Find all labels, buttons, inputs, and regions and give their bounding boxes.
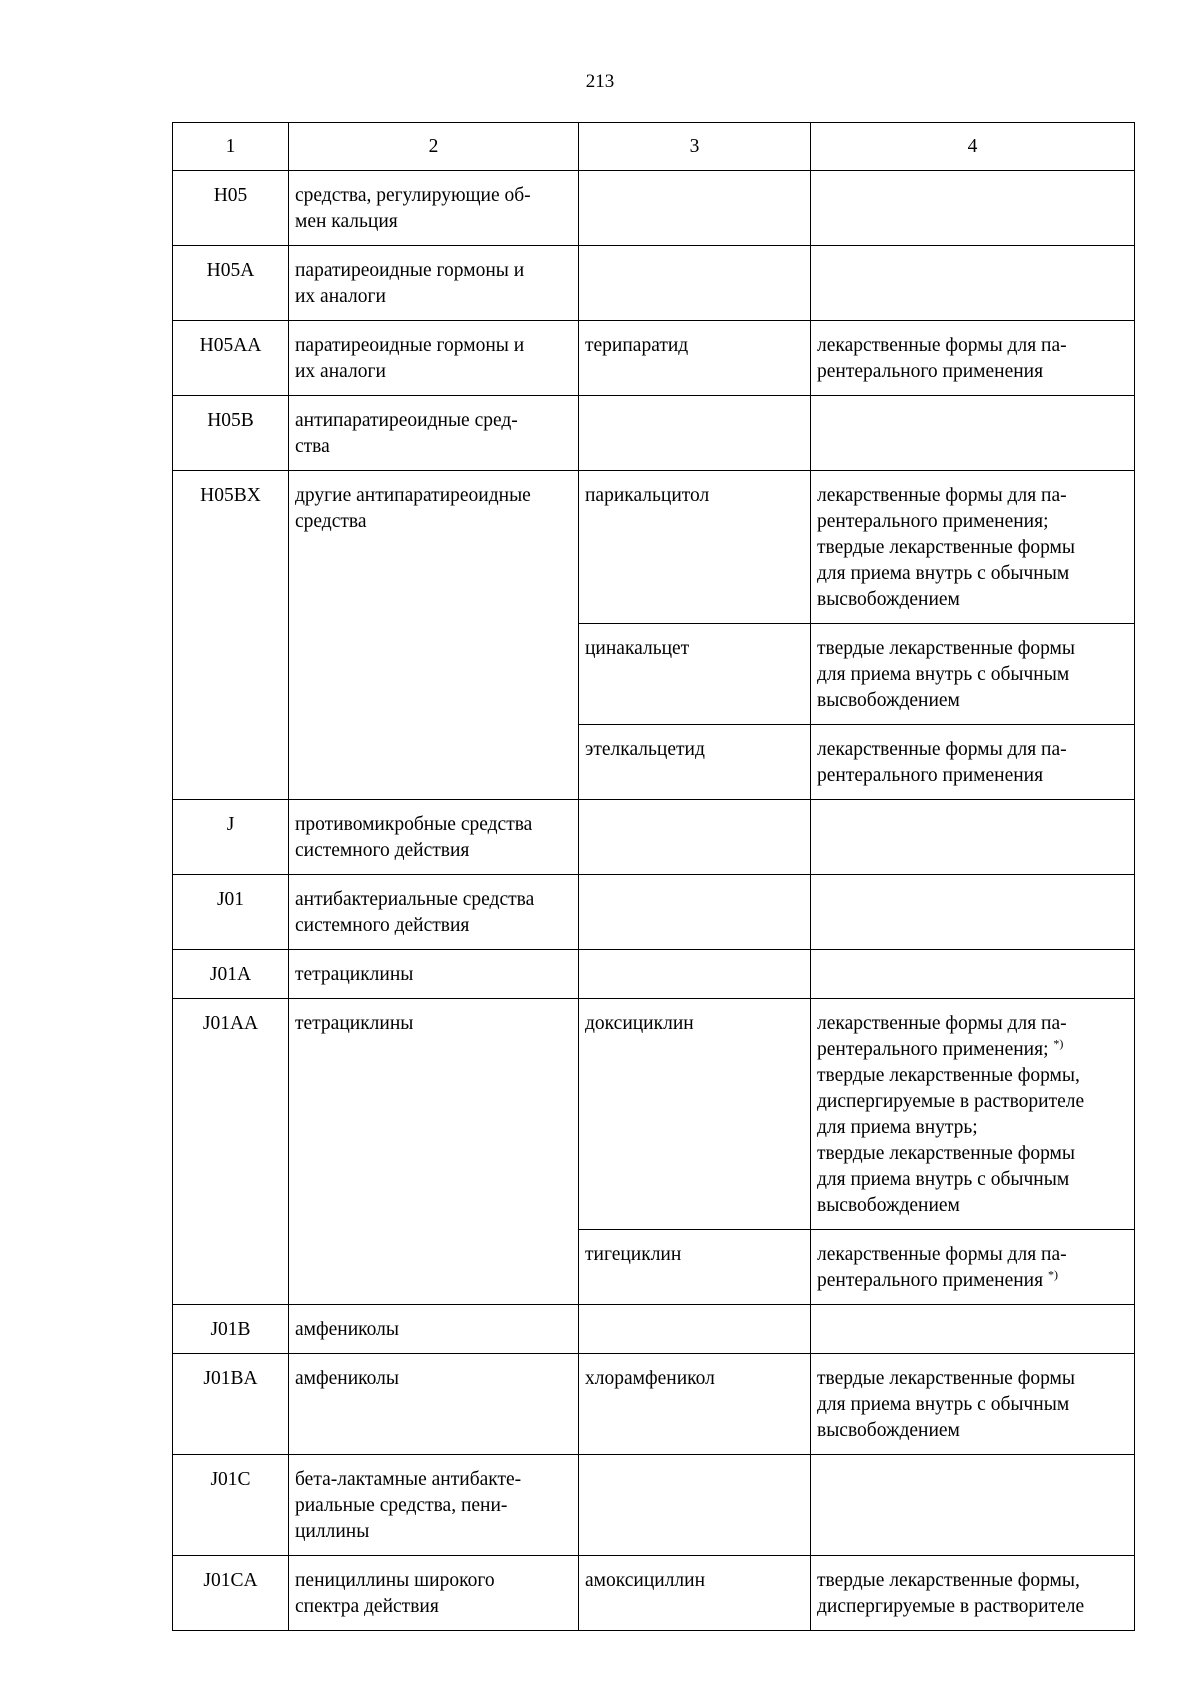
group-name-line: спектра действия (295, 1596, 439, 1617)
dosage-form-line: высвобождением (817, 1420, 960, 1441)
group-name-line: паратиреоидные гормоны и (295, 260, 525, 281)
group-name (289, 800, 579, 875)
dosage-form-line: лекарственные формы для па- (817, 739, 1067, 760)
dosage-form-line: твердые лекарственные формы (817, 638, 1075, 659)
atc-code: H05BX (173, 471, 289, 800)
drug-name (579, 1455, 811, 1556)
group-name-line: их аналоги (295, 286, 386, 307)
group-name (289, 246, 579, 321)
group-name-line: риальные средства, пени- (295, 1495, 508, 1516)
dosage-form-line: лекарственные формы для па- (817, 1244, 1067, 1265)
drug-name (579, 1305, 811, 1354)
group-name-line: циллины (295, 1521, 370, 1542)
dosage-form-line: для приема внутрь с обычным (817, 1394, 1070, 1415)
atc-code: J01CA (173, 1556, 289, 1631)
group-name (289, 999, 579, 1305)
table-row (173, 999, 1135, 1230)
drug-name: терипаратид (579, 321, 811, 396)
table-row (173, 1354, 1135, 1455)
dosage-form-text: рентерального применения (817, 1270, 1044, 1291)
dosage-form-line: для приема внутрь с обычным (817, 664, 1070, 685)
group-name-line: системного действия (295, 915, 470, 936)
dosage-form (811, 875, 1135, 950)
atc-code: J01A (173, 950, 289, 999)
drug-name (579, 396, 811, 471)
atc-code: H05 (173, 171, 289, 246)
table-row (173, 950, 1135, 999)
group-name-line: мен кальция (295, 211, 398, 232)
table-row (173, 246, 1135, 321)
table-header-row (173, 123, 1135, 171)
drug-name: цинакальцет (579, 624, 811, 725)
drug-classification-table (172, 122, 1135, 1631)
table-row (173, 1305, 1135, 1354)
atc-code: J01BA (173, 1354, 289, 1455)
dosage-form (811, 171, 1135, 246)
atc-code: H05B (173, 396, 289, 471)
table-row (173, 171, 1135, 246)
group-name-line: тетрациклины (295, 964, 414, 985)
table-row (173, 321, 1135, 396)
atc-code: H05A (173, 246, 289, 321)
dosage-form (811, 624, 1135, 725)
dosage-form-line: твердые лекарственные формы, (817, 1570, 1080, 1591)
drug-name: тигециклин (579, 1230, 811, 1305)
dosage-form (811, 1230, 1135, 1305)
group-name (289, 1305, 579, 1354)
dosage-form (811, 800, 1135, 875)
dosage-form-line: лекарственные формы для па- (817, 485, 1067, 506)
drug-name (579, 950, 811, 999)
group-name-line: паратиреоидные гормоны и (295, 335, 525, 356)
table-row (173, 875, 1135, 950)
dosage-form-line: рентерального применения (817, 361, 1044, 382)
dosage-form-line: лекарственные формы для па- (817, 1013, 1067, 1034)
dosage-form (811, 246, 1135, 321)
group-name (289, 321, 579, 396)
dosage-form-line: диспергируемые в растворителе (817, 1596, 1085, 1617)
group-name (289, 950, 579, 999)
group-name-line: средства (295, 511, 367, 532)
group-name (289, 875, 579, 950)
table-row (173, 1556, 1135, 1631)
dosage-form (811, 1305, 1135, 1354)
group-name-line: бета-лактамные антибакте- (295, 1469, 522, 1490)
table-row (173, 800, 1135, 875)
dosage-form (811, 471, 1135, 624)
group-name-line: антибактериальные средства (295, 889, 535, 910)
header-col-4: 4 (811, 123, 1135, 171)
table-row (173, 396, 1135, 471)
group-name-line: их аналоги (295, 361, 386, 382)
group-name (289, 171, 579, 246)
atc-code: J01 (173, 875, 289, 950)
dosage-form-line (817, 1037, 1128, 1063)
dosage-form-line: твердые лекарственные формы (817, 537, 1075, 558)
drug-name (579, 800, 811, 875)
dosage-form (811, 725, 1135, 800)
dosage-form (811, 1556, 1135, 1631)
group-name-line: амфениколы (295, 1368, 399, 1389)
dosage-form-line: для приема внутрь с обычным (817, 1169, 1070, 1190)
dosage-form-line: диспергируемые в растворителе (817, 1091, 1085, 1112)
atc-code: J (173, 800, 289, 875)
dosage-form (811, 321, 1135, 396)
group-name-line: пенициллины широкого (295, 1570, 495, 1591)
dosage-form-line: рентерального применения (817, 765, 1044, 786)
group-name (289, 471, 579, 800)
dosage-form-line: рентерального применения; (817, 511, 1049, 532)
header-col-3: 3 (579, 123, 811, 171)
dosage-form-text: рентерального применения; (817, 1039, 1049, 1060)
group-name (289, 396, 579, 471)
footnote-mark: *) (1053, 1036, 1064, 1051)
dosage-form (811, 950, 1135, 999)
drug-name: амоксициллин (579, 1556, 811, 1631)
dosage-form (811, 999, 1135, 1230)
atc-code: H05AA (173, 321, 289, 396)
dosage-form-line: твердые лекарственные формы, (817, 1065, 1080, 1086)
atc-code: J01B (173, 1305, 289, 1354)
group-name-line: системного действия (295, 840, 470, 861)
drug-name (579, 246, 811, 321)
header-col-1: 1 (173, 123, 289, 171)
dosage-form-line: высвобождением (817, 589, 960, 610)
drug-name: хлорамфеникол (579, 1354, 811, 1455)
group-name-line: тетрациклины (295, 1013, 414, 1034)
dosage-form-line: лекарственные формы для па- (817, 335, 1067, 356)
table-row (173, 471, 1135, 624)
group-name-line: средства, регулирующие об- (295, 185, 531, 206)
group-name (289, 1354, 579, 1455)
drug-name: парикальцитол (579, 471, 811, 624)
dosage-form-line: для приема внутрь с обычным (817, 563, 1070, 584)
dosage-form-line: твердые лекарственные формы (817, 1368, 1075, 1389)
group-name-line: антипаратиреоидные сред- (295, 410, 518, 431)
dosage-form (811, 396, 1135, 471)
dosage-form (811, 1455, 1135, 1556)
footnote-mark: *) (1047, 1267, 1058, 1282)
group-name-line: амфениколы (295, 1319, 399, 1340)
dosage-form-line: для приема внутрь; (817, 1117, 978, 1138)
group-name (289, 1455, 579, 1556)
header-col-2: 2 (289, 123, 579, 171)
table-row (173, 1455, 1135, 1556)
dosage-form-line: высвобождением (817, 690, 960, 711)
dosage-form-line: твердые лекарственные формы (817, 1143, 1075, 1164)
drug-name: доксициклин (579, 999, 811, 1230)
group-name (289, 1556, 579, 1631)
dosage-form-line: высвобождением (817, 1195, 960, 1216)
group-name-line: ства (295, 436, 330, 457)
drug-name (579, 875, 811, 950)
page-number: 213 (585, 71, 615, 92)
drug-name (579, 171, 811, 246)
dosage-form-line (817, 1268, 1128, 1294)
group-name-line: противомикробные средства (295, 814, 533, 835)
dosage-form (811, 1354, 1135, 1455)
atc-code: J01AA (173, 999, 289, 1305)
atc-code: J01C (173, 1455, 289, 1556)
group-name-line: другие антипаратиреоидные (295, 485, 531, 506)
drug-name: этелкальцетид (579, 725, 811, 800)
